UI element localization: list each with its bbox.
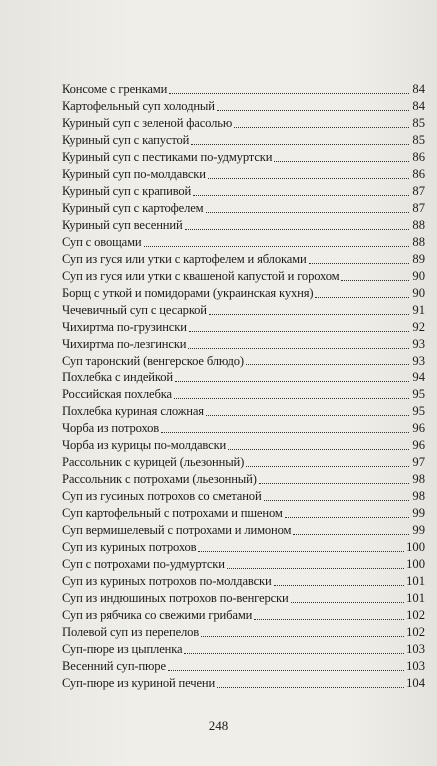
dot-leader xyxy=(293,533,409,535)
toc-entry xyxy=(62,386,425,403)
dot-leader xyxy=(185,228,409,230)
toc-entry-title: Чорба из курицы по-молдавски xyxy=(62,438,227,453)
toc-entry xyxy=(62,81,425,98)
toc-entry-page: 100 xyxy=(406,540,425,555)
toc-entry-title: Суп с потрохами по-удмуртски xyxy=(62,557,225,572)
toc-entry-page: 85 xyxy=(412,115,425,130)
toc-entry xyxy=(62,624,425,641)
dot-leader xyxy=(188,347,409,349)
toc-entry-page: 97 xyxy=(412,455,425,470)
toc-entry-title: Полевой суп из перепелов xyxy=(62,625,200,639)
toc-entry-title: Куриный суп с крапивой xyxy=(62,183,192,198)
toc-entry xyxy=(62,505,425,522)
toc-entry-page: 104 xyxy=(406,675,425,690)
toc-entry xyxy=(62,285,425,302)
toc-entry-page: 87 xyxy=(412,183,425,198)
toc-entry-title: Суп с овощами xyxy=(62,234,142,249)
toc-entry xyxy=(62,539,425,556)
toc-entry-page: 92 xyxy=(412,319,425,334)
toc-entry xyxy=(62,420,425,437)
toc-entry xyxy=(62,217,425,234)
dot-leader xyxy=(201,635,404,637)
toc-entry-title: Чечевичный суп с цесаркой xyxy=(62,302,207,317)
toc-entry-title: Российская похлебка xyxy=(62,387,172,402)
toc-entry xyxy=(62,319,425,336)
dot-leader xyxy=(285,516,409,518)
toc-entry-title: Суп картофельный с потрохами и пшеном xyxy=(62,506,283,521)
toc-entry-title: Суп-пюре из цыпленка xyxy=(62,641,183,656)
toc-entry-page: 101 xyxy=(406,574,425,589)
toc-entry-title: Суп вермишелевый с потрохами и лимоном xyxy=(62,523,292,538)
toc-entry xyxy=(62,641,425,658)
dot-leader xyxy=(169,92,409,94)
toc-entry-page: 90 xyxy=(412,285,425,300)
toc-entry-page: 84 xyxy=(412,98,425,113)
toc-entry-title: Суп из гуся или утки с картофелем и яблоками xyxy=(62,251,307,266)
dot-leader xyxy=(174,397,409,399)
toc-entry-page: 94 xyxy=(412,370,425,385)
dot-leader xyxy=(193,194,409,196)
toc-entry-page: 89 xyxy=(412,251,425,266)
toc-entry xyxy=(62,454,425,471)
toc-entry-page: 87 xyxy=(412,200,425,215)
table-of-contents xyxy=(62,81,425,692)
dot-leader xyxy=(246,363,409,365)
dot-leader xyxy=(144,245,409,247)
toc-entry xyxy=(62,166,425,183)
dot-leader xyxy=(217,109,409,111)
toc-entry xyxy=(62,437,425,454)
toc-entry-title: Чихиртма по-лезгински xyxy=(62,336,187,351)
dot-leader xyxy=(209,313,409,315)
dot-leader xyxy=(206,211,410,213)
toc-entry xyxy=(62,353,425,370)
toc-entry xyxy=(62,200,425,217)
toc-entry-title: Куриный суп с зеленой фасолью xyxy=(62,115,233,130)
toc-entry-title: Весенний суп-пюре xyxy=(62,658,166,673)
toc-entry-page: 98 xyxy=(412,472,425,487)
toc-entry-title: Похлебка с индейкой xyxy=(62,370,173,385)
toc-entry-page: 93 xyxy=(412,336,425,351)
dot-leader xyxy=(341,279,409,281)
toc-entry xyxy=(62,115,425,132)
toc-entry-page: 91 xyxy=(412,302,425,317)
toc-entry xyxy=(62,675,425,692)
toc-entry-title: Куриный суп с картофелем xyxy=(62,200,204,215)
dot-leader xyxy=(227,567,404,569)
toc-entry-title: Суп из куриных потрохов xyxy=(62,540,197,555)
toc-entry-title: Суп из гусиных потрохов со сметаной xyxy=(62,489,262,504)
dot-leader xyxy=(254,618,404,620)
dot-leader xyxy=(291,601,405,603)
toc-entry-title: Суп из гуся или утки с квашеной капустой и горохом xyxy=(62,268,340,283)
dot-leader xyxy=(198,550,404,552)
toc-entry xyxy=(62,522,425,539)
toc-entry-page: 102 xyxy=(406,608,425,623)
dot-leader xyxy=(309,262,409,264)
dot-leader xyxy=(274,584,405,586)
dot-leader xyxy=(168,669,404,671)
toc-entry xyxy=(62,369,425,386)
page-number: 248 xyxy=(208,718,229,733)
toc-entry-page: 85 xyxy=(412,132,425,147)
dot-leader xyxy=(175,380,409,382)
toc-entry xyxy=(62,573,425,590)
toc-entry-page: 96 xyxy=(412,421,425,436)
toc-entry-page: 99 xyxy=(412,506,425,521)
toc-entry-page: 84 xyxy=(412,82,425,96)
toc-entry xyxy=(62,98,425,115)
toc-entry-page: 95 xyxy=(412,387,425,402)
toc-entry-page: 93 xyxy=(412,353,425,368)
toc-entry-page: 102 xyxy=(406,625,425,639)
toc-entry xyxy=(62,251,425,268)
toc-entry-page: 103 xyxy=(406,658,425,673)
toc-entry-title: Суп из рябчика со свежими грибами xyxy=(62,608,253,623)
toc-entry-title: Рассольник с курицей (льезонный) xyxy=(62,455,245,470)
toc-entry-title: Куриный суп с капустой xyxy=(62,132,190,147)
dot-leader xyxy=(234,126,409,128)
toc-entry xyxy=(62,302,425,319)
dot-leader xyxy=(184,652,404,654)
dot-leader xyxy=(189,330,409,332)
dot-leader xyxy=(208,177,409,179)
toc-entry-page: 99 xyxy=(412,523,425,538)
toc-entry-page: 103 xyxy=(406,641,425,656)
toc-entry xyxy=(62,336,425,353)
toc-entry-title: Картофельный суп холодный xyxy=(62,98,215,113)
toc-entry-title: Куриный суп с пестиками по-удмуртски xyxy=(62,149,273,164)
toc-entry-title: Похлебка куриная сложная xyxy=(62,404,204,419)
toc-entry-title: Борщ с уткой и помидорами (украинская кухня) xyxy=(62,285,314,300)
toc-entry-title: Суп из индюшиных потрохов по-венгерски xyxy=(62,591,289,606)
toc-entry-page: 101 xyxy=(406,591,425,606)
toc-entry-page: 98 xyxy=(412,489,425,504)
toc-entry-title: Куриный суп по-молдавски xyxy=(62,166,206,181)
toc-entry-title: Суп из куриных потрохов по-молдавски xyxy=(62,574,272,589)
toc-entry xyxy=(62,234,425,251)
toc-entry-title: Рассольник с потрохами (льезонный) xyxy=(62,472,257,487)
dot-leader xyxy=(246,465,409,467)
dot-leader xyxy=(217,686,404,688)
toc-entry xyxy=(62,268,425,285)
dot-leader xyxy=(206,414,409,416)
toc-entry xyxy=(62,488,425,505)
toc-entry xyxy=(62,403,425,420)
toc-entry-page: 95 xyxy=(412,404,425,419)
dot-leader xyxy=(259,482,409,484)
toc-entry-title: Чорба из потрохов xyxy=(62,421,160,436)
toc-entry xyxy=(62,149,425,166)
toc-entry xyxy=(62,183,425,200)
dot-leader xyxy=(191,143,409,145)
toc-entry xyxy=(62,607,425,624)
toc-entry-title: Консоме с гренками xyxy=(62,82,168,96)
toc-entry-title: Суп-пюре из куриной печени xyxy=(62,675,216,690)
dot-leader xyxy=(274,160,409,162)
toc-entry xyxy=(62,658,425,675)
toc-entry-page: 86 xyxy=(412,149,425,164)
toc-entry xyxy=(62,132,425,149)
toc-entry-title: Суп таронский (венгерское блюдо) xyxy=(62,353,244,368)
dot-leader xyxy=(264,499,409,501)
toc-entry-title: Куриный суп весенний xyxy=(62,217,183,232)
dot-leader xyxy=(315,296,409,298)
toc-entry xyxy=(62,471,425,488)
toc-entry-page: 100 xyxy=(406,557,425,572)
toc-entry-page: 88 xyxy=(412,234,425,249)
toc-entry-page: 88 xyxy=(412,217,425,232)
dot-leader xyxy=(161,431,409,433)
toc-entry xyxy=(62,556,425,573)
toc-entry-title: Чихиртма по-грузински xyxy=(62,319,187,334)
toc-entry-page: 90 xyxy=(412,268,425,283)
toc-entry xyxy=(62,590,425,607)
toc-entry-page: 86 xyxy=(412,166,425,181)
dot-leader xyxy=(228,448,409,450)
toc-entry-page: 96 xyxy=(412,438,425,453)
